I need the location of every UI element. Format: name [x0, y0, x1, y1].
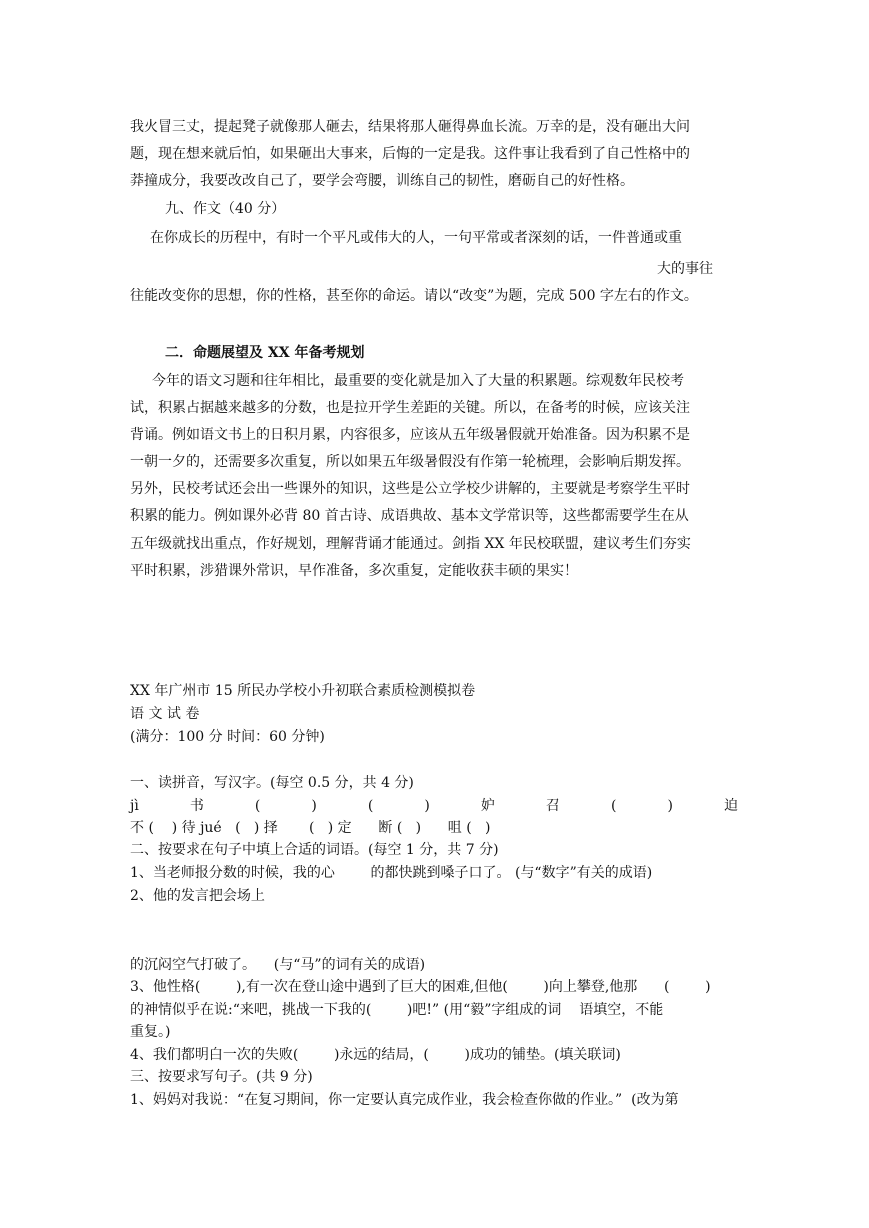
question-item: 2、他的发言把会场上 — [130, 888, 265, 904]
text-line: 莽撞成分，我要改改自己了，要学会弯腰，训练自己的韧性，磨砺自己的好性格。 — [130, 173, 634, 189]
pinyin-token: 迫 — [723, 798, 738, 814]
pinyin-token: 妒 — [480, 798, 495, 814]
pinyin-token: ( — [254, 798, 261, 814]
section-heading: 九、作文（40 分） — [165, 201, 286, 217]
question-item: 的神情似乎在说:“来吧，挑战一下我的( )吧!” (用“毅”字组成的词 语填空，不能 — [130, 1002, 664, 1018]
exam-score: (满分：100 分 时间：60 分钟) — [130, 729, 325, 745]
pinyin-token: ) — [424, 798, 430, 814]
pinyin-token: ( — [367, 798, 374, 814]
exam-subtitle: 语 文 试 卷 — [130, 706, 200, 722]
question-heading: 三、按要求写句子。(共 9 分) — [130, 1069, 313, 1085]
text-line: 在你成长的历程中，有时一个平凡或伟大的人，一句平常或者深刻的话，一件普通或重 — [150, 230, 682, 246]
exam-title: XX 年广州市 15 所民办学校小升初联合素质检测模拟卷 — [130, 683, 476, 699]
text-line: 平时积累，涉猎课外常识，早作准备，多次重复，定能收获丰硕的果实！ — [130, 563, 578, 579]
text-line: 往能改变你的思想，你的性格，甚至你的命运。请以“改变”为题，完成 500 字左右的作文。 — [130, 288, 698, 304]
text-line: 一朝一夕的，还需要多次重复，所以如果五年级暑假没有作第一轮梳理，会影响后期发挥。 — [130, 454, 690, 470]
pinyin-token: ) — [667, 798, 673, 814]
text-line: 试，积累占据越来越多的分数，也是拉开学生差距的关键。所以，在备考的时候，应该关注 — [130, 400, 690, 416]
text-line: 题，现在想来就后怕，如果砸出大事来，后悔的一定是我。这件事让我看到了自己性格中的 — [130, 146, 690, 162]
question-item: 3、他性格( ),有一次在登山途中遇到了巨大的困难,但他( )向上攀登,他那 ( ) — [130, 979, 711, 995]
question-item: 的沉闷空气打破了。 (与“马”的词有关的成语) — [130, 957, 426, 973]
question-item: 4、我们都明白一次的失败( )永远的结局，( )成功的铺垫。(填关联词) — [130, 1047, 621, 1063]
question-item: 重复。) — [130, 1024, 171, 1040]
pinyin-row — [130, 797, 738, 815]
text-line: 另外，民校考试还会出一些课外的知识，这些是公立学校少讲解的，主要就是考察学生平时 — [130, 481, 690, 497]
section-heading: 二．命题展望及 XX 年备考规划 — [165, 345, 365, 361]
text-line: 大的事往 — [657, 261, 713, 277]
text-line: 背诵。例如语文书上的日积月累，内容很多，应该从五年级暑假就开始准备。因为积累不是 — [130, 427, 690, 443]
text-line: 今年的语文习题和往年相比，最重要的变化就是加入了大量的积累题。综观数年民校考 — [152, 373, 684, 389]
question-item: 1、妈妈对我说：“在复习期间，你一定要认真完成作业，我会检查你做的作业。” (改为第 — [130, 1092, 679, 1108]
pinyin-token: ( — [610, 798, 617, 814]
pinyin-token: ) — [311, 798, 317, 814]
text-line: 积累的能力。例如课外必背 80 首古诗、成语典故、基本文学常识等，这些都需要学生在从 — [130, 508, 689, 524]
question-heading: 一、读拼音，写汉字。(每空 0.5 分，共 4 分) — [130, 775, 414, 791]
question-heading: 二、按要求在句子中填上合适的词语。(每空 1 分，共 7 分) — [130, 842, 499, 858]
question-item: 1、当老师报分数的时候，我的心 的都快跳到嗓子口了。 (与“数字”有关的成语) — [130, 865, 653, 881]
text-line: 我火冒三丈，提起凳子就像那人砸去，结果将那人砸得鼻血长流。万幸的是，没有砸出大问 — [130, 119, 690, 135]
pinyin-row: 不 ( ) 待 jué ( ) 择 ( ) 定 断 ( ) 咀 ( ) — [130, 820, 491, 836]
pinyin-token: 召 — [545, 798, 560, 814]
text-line: 五年级就找出重点，作好规划，理解背诵才能通过。剑指 XX 年民校联盟，建议考生们夯实 — [130, 536, 691, 552]
pinyin-token: jì — [130, 798, 139, 814]
pinyin-token: 书 — [189, 798, 204, 814]
